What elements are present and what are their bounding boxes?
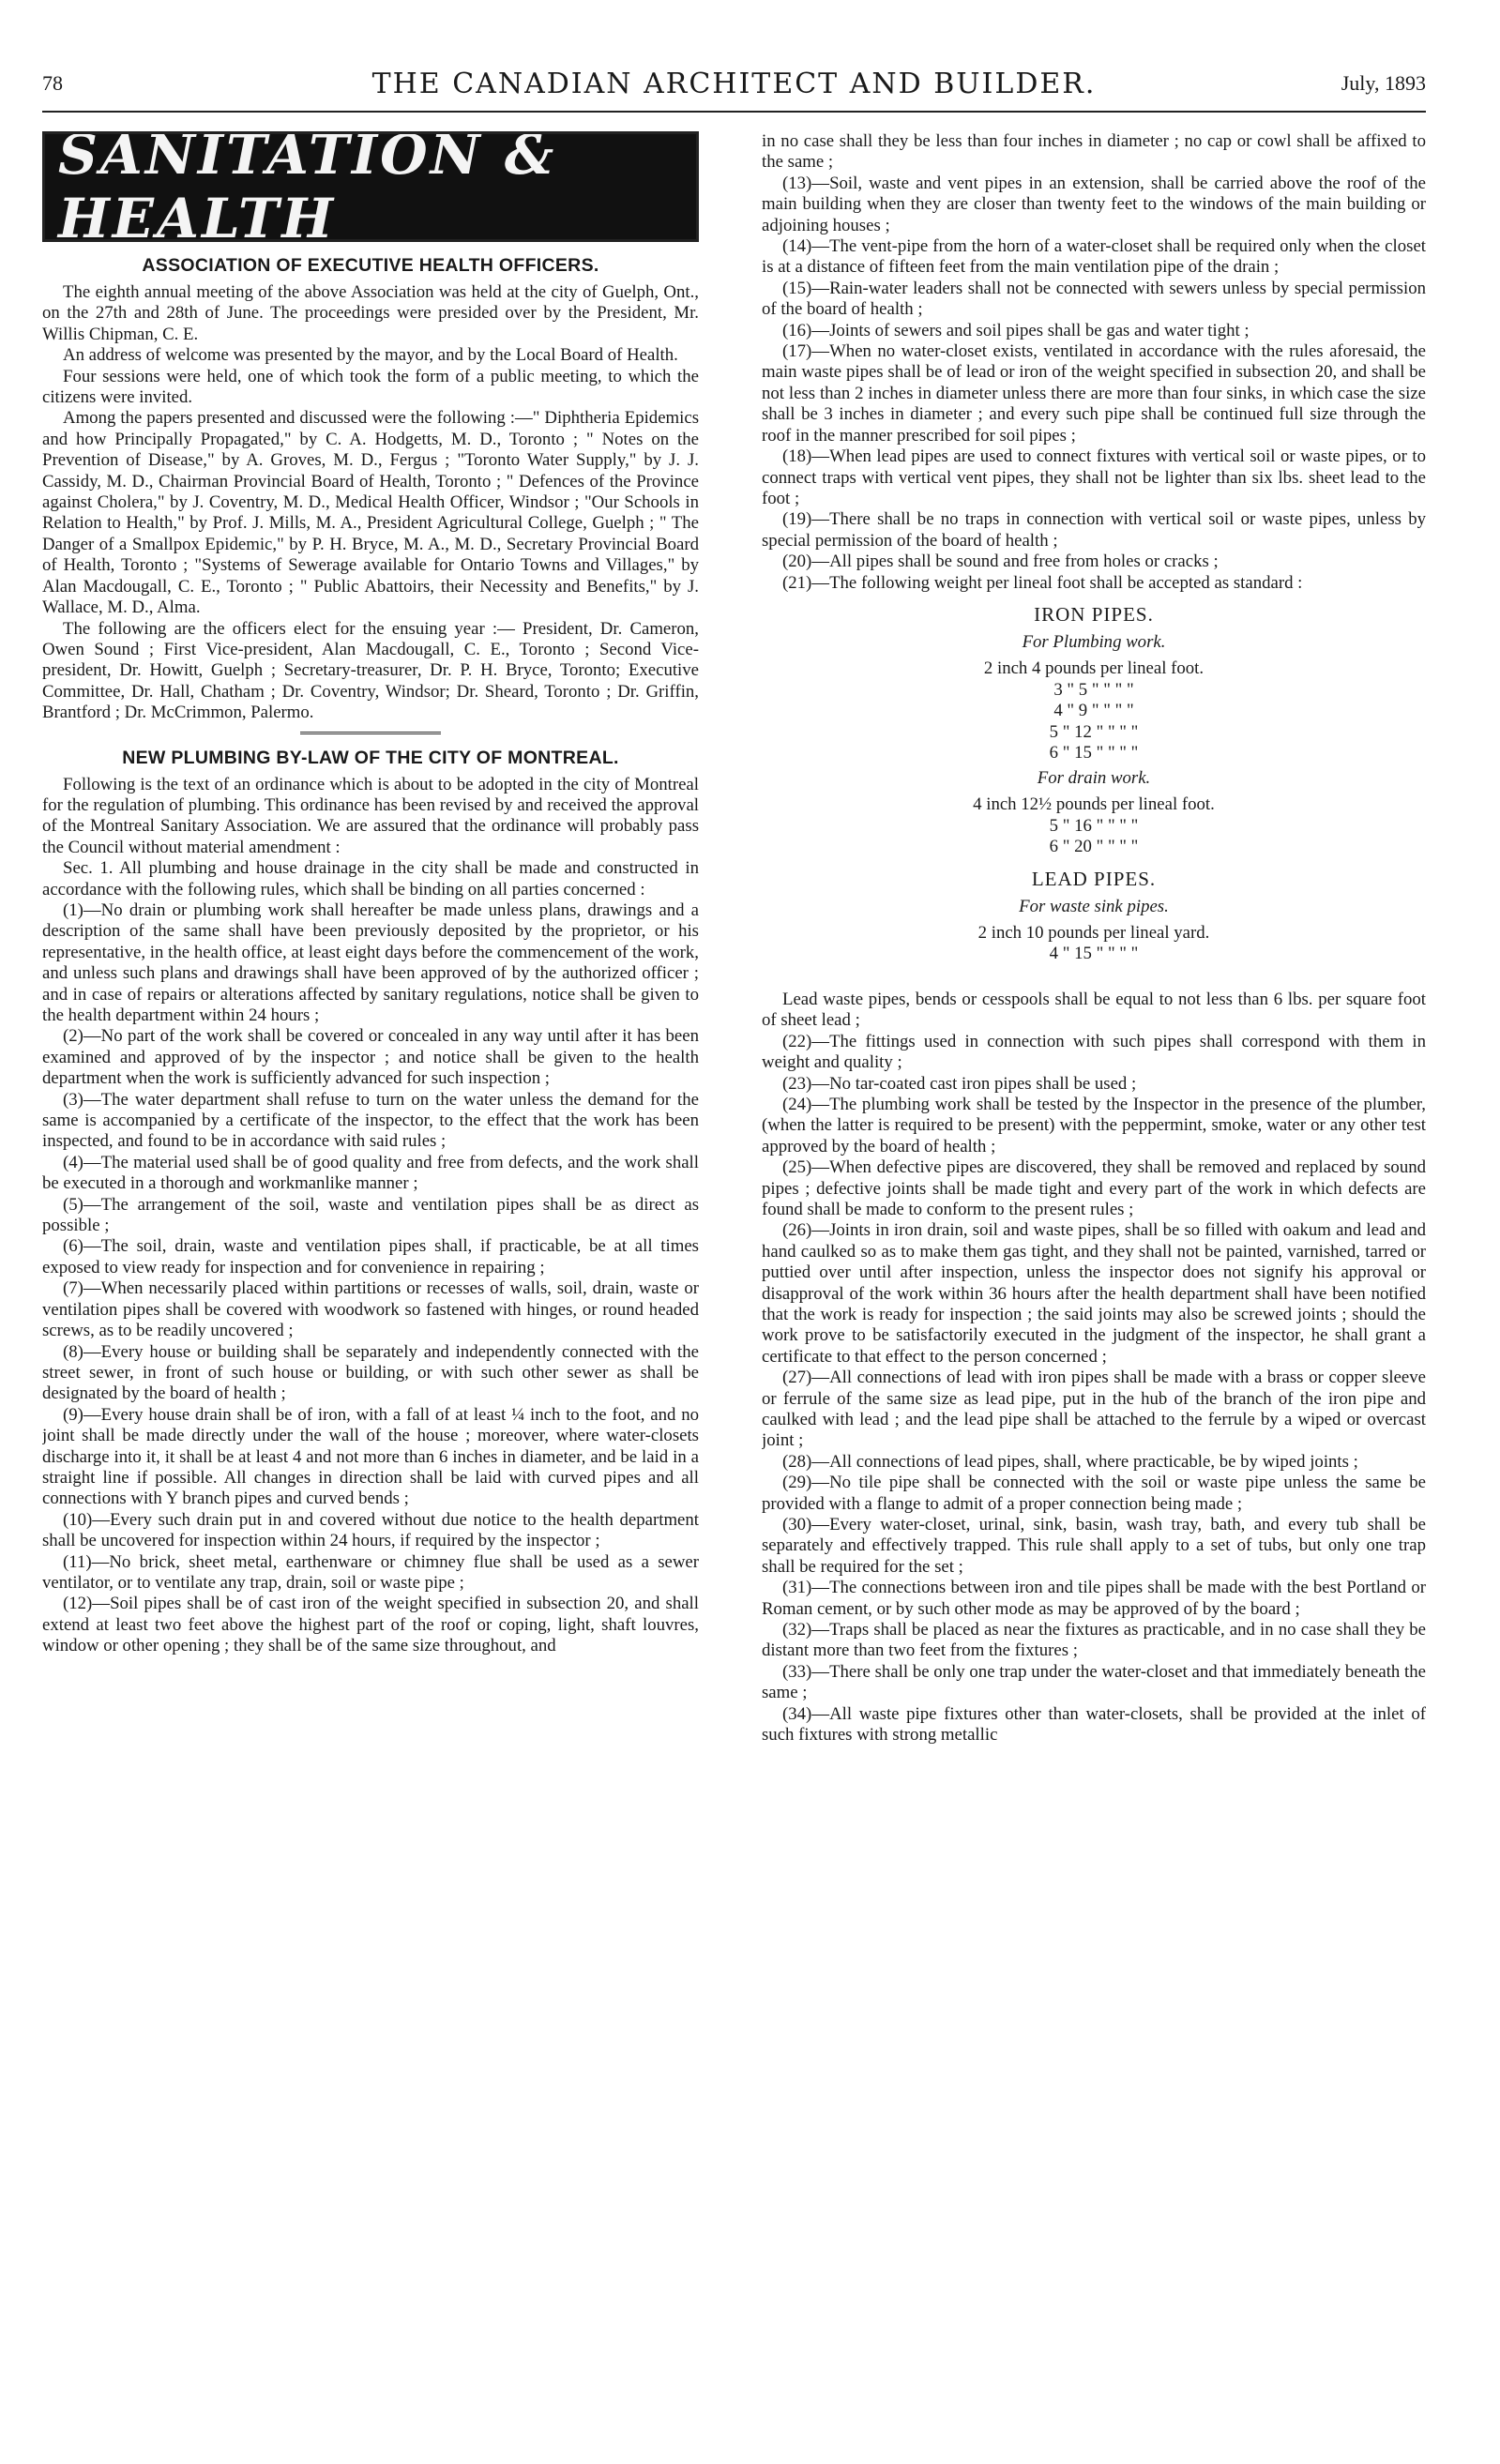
paragraph: (15)—Rain-water leaders shall not be connected with sewers unless by special permission of the board of health ; <box>762 278 1426 320</box>
left-column <box>42 131 699 2420</box>
paragraph: (29)—No tile pipe shall be connected with the soil or waste pipe unless the same be provided with a flange to admit of a proper connection being made ; <box>762 1473 1426 1514</box>
table-row: 4 " 15 " " " " <box>1049 944 1139 964</box>
paragraph: (2)—No part of the work shall be covered or concealed in any way until after it has been examined and approved of by the inspector ; and notice shall be given to the health department when the work is sufficiently advanced for such inspection ; <box>42 1026 699 1089</box>
lead-pipes-heading: LEAD PIPES. <box>1031 867 1157 890</box>
paragraph: (26)—Joints in iron drain, soil and waste pipes, shall be so filled with oakum and lead and hand caulked so as to make them gas tight, and they shall not be painted, varnished, tarred or puttied over until after inspection, unless the inspector does not signify his approval or disapproval of the work within 36 hours after the health department shall have been notified that the work is ready for inspection ; the said joints may also be screwed joints ; should the work prove to be satisfactorily executed in the judgment of the inspector, he shall grant a certificate to that effect to the person concerned ; <box>762 1220 1426 1367</box>
paragraph: (28)—All connections of lead pipes, shall, where practicable, be by wiped joints ; <box>782 1451 1358 1472</box>
paragraph: Sec. 1. All plumbing and house drainage in the city shall be made and constructed in accordance with the following rules, which shall be binding on all parties concerned : <box>42 858 699 899</box>
paragraph: Among the papers presented and discussed were the following :—" Diphtheria Epidemics and how Principally Propagated," by C. A. Hodgetts, M. D., Toronto ; " Notes on the Prevention of Disease," by A. Groves, M. D., Fergus ; "Toronto Water Supply," by J. J. Cassidy, M. D., Chairman Provincial Board of Health, Toronto ; " Defences of the Province against Cholera," by J. Coventry, M. D., Medical Health Officer, Windsor ; "Our Schools in Relation to Health," by Prof. J. Mills, M. A., President Agricultural College, Guelph ; " The Danger of a Smallpox Epidemic," by P. H. Bryce, M. A., M. D., Secretary Provincial Board of Health, Toronto ; "Systems of Sewerage available for Ontario Towns and Villages," by Alan Macdougall, C. E., Toronto ; " Public Abattoirs, their Necessity and Benefits," by J. Wallace, M. D., Alma. <box>42 408 699 618</box>
lead-pipes-table <box>762 868 1426 965</box>
paragraph: (22)—The fittings used in connection with such pipes shall correspond with them in weight and quality ; <box>762 1031 1426 1073</box>
paragraph: (32)—Traps shall be placed as near the fixtures as practicable, and in no case shall they be distant more than two feet from the fixtures ; <box>762 1620 1426 1661</box>
table-row: 6 " 15 " " " " <box>1049 743 1139 763</box>
paragraph: (5)—The arrangement of the soil, waste and ventilation pipes shall be as direct as possible ; <box>42 1194 699 1236</box>
paragraph: (24)—The plumbing work shall be tested by the Inspector in the presence of the plumber, (when the latter is required to be present) with the peppermint, smoke, water or any other test approved by the board of health ; <box>762 1094 1426 1156</box>
paragraph: (30)—Every water-closet, urinal, sink, basin, wash tray, bath, and every tub shall be separately and effectively trapped. This rule shall apply to a set of tubs, but only one trap shall be required for the set ; <box>762 1515 1426 1577</box>
paragraph: Following is the text of an ordinance which is about to be adopted in the city of Montreal for the regulation of plumbing. This ordinance has been revised by and received the approval of the Montreal Sanitary Association. We are assured that the ordinance will probably pass the Council without material amendment : <box>42 774 699 857</box>
table-row: 4 " 9 " " " " <box>1053 701 1134 721</box>
article-divider <box>300 732 441 734</box>
paragraph: (23)—No tar-coated cast iron pipes shall be used ; <box>782 1073 1137 1094</box>
paragraph: (33)—There shall be only one trap under the water-closet and that immediately beneath the same ; <box>762 1661 1426 1703</box>
paragraph: (25)—When defective pipes are discovered, they shall be removed and replaced by sound pipes ; defective joints shall be made tight and every part of the work in which defects are found shall be made to conform to the present rules ; <box>762 1157 1426 1219</box>
paragraph: (18)—When lead pipes are used to connect fixtures with vertical soil or waste pipes, or to connect traps with vertical vent pipes, they shall not be lighter than six lbs. sheet lead to the foot ; <box>762 446 1426 508</box>
table-row: 4 inch 12½ pounds per lineal foot. <box>973 794 1215 814</box>
banner-title: SANITATION & HEALTH <box>45 131 696 242</box>
paragraph: The eighth annual meeting of the above Association was held at the city of Guelph, Ont., on the 27th and 28th of June. The proceedings were presided over by the President, Mr. Willis Chipman, C. E. <box>42 282 699 344</box>
journal-title: THE CANADIAN ARCHITECT AND BUILDER. <box>371 68 1097 100</box>
paragraph: (16)—Joints of sewers and soil pipes shall be gas and water tight ; <box>782 320 1250 340</box>
article2-title: NEW PLUMBING BY-LAW OF THE CITY OF MONTREAL. <box>122 747 619 768</box>
header-rule <box>42 111 1426 113</box>
paragraph: (20)—All pipes shall be sound and free from holes or cracks ; <box>782 552 1219 572</box>
paragraph: Lead waste pipes, bends or cesspools shall be equal to not less than 6 lbs. per square foot of sheet lead ; <box>762 989 1426 1031</box>
table-row: 5 " 16 " " " " <box>1049 815 1139 836</box>
paragraph: (21)—The following weight per lineal foot shall be accepted as standard : <box>782 572 1303 593</box>
paragraph: (6)—The soil, drain, waste and ventilation pipes shall, if practicable, be at all times exposed to view ready for inspection and for convenience in repairing ; <box>42 1236 699 1277</box>
paragraph: (27)—All connections of lead with iron pipes shall be made with a brass or copper sleeve or ferrule of the same size as lead pipe, put in the hub of the branch of the iron pipe and caulked with lead ; and the lead pipe shall be attached to the ferrule by a wiped or overcast joint ; <box>762 1368 1426 1451</box>
paragraph: (13)—Soil, waste and vent pipes in an extension, shall be carried above the roof of the main building when they are closer than twenty feet to the windows of the main building or adjoining houses ; <box>762 173 1426 235</box>
right-column <box>762 131 1426 2420</box>
paragraph: (31)—The connections between iron and tile pipes shall be made with the best Portland or Roman cement, or by such other mode as may be approved of by the board ; <box>762 1578 1426 1619</box>
paragraph: in no case shall they be less than four inches in diameter ; no cap or cowl shall be affixed to the same ; <box>762 131 1426 173</box>
paragraph: The following are the officers elect for the ensuing year :— President, Dr. Cameron, Owen Sound ; First Vice-president, Alan Macdougall, C. E., Toronto ; Second Vice-president, Dr. Howitt, Guelph ; Secretary-treasurer, Dr. P. H. Bryce, Toronto; Executive Committee, Dr. Hall, Chatham ; Dr. Coventry, Windsor; Dr. Sheard, Toronto ; Dr. Griffin, Brantford ; Dr. McCrimmon, Palermo. <box>42 618 699 723</box>
page-number: 78 <box>42 71 63 95</box>
article1-body <box>42 282 699 724</box>
paragraph: (7)—When necessarily placed within partitions or recesses of walls, soil, drain, waste or ventilation pipes shall be covered with woodwork so fastened with hinges, or round headed screws, as to be readily uncovered ; <box>42 1278 699 1341</box>
paragraph: (14)—The vent-pipe from the horn of a water-closet shall be required only when the closet is at a distance of fifteen feet from the main ventilation pipe of the drain ; <box>762 236 1426 278</box>
iron-pipes-table <box>762 603 1426 858</box>
table-row: 5 " 12 " " " " <box>1049 721 1139 742</box>
table-row: 3 " 5 " " " " <box>1053 679 1134 700</box>
plumbing-work-heading: For Plumbing work. <box>1022 631 1166 652</box>
paragraph: (34)—All waste pipe fixtures other than water-closets, shall be provided at the inlet of such fixtures with strong metallic <box>762 1703 1426 1746</box>
drain-work-heading: For drain work. <box>1037 767 1151 788</box>
waste-sink-heading: For waste sink pipes. <box>1019 896 1169 916</box>
paragraph: (17)—When no water-closet exists, ventilated in accordance with the rules aforesaid, the main waste pipes shall be of lead or iron of the weight specified in subsection 20, and shall be not less than 2 inches in diameter unless there are more than four sinks, in which case the size shall be 3 inches in diameter ; and every such pipe shall be continued full size through the roof in the manner prescribed for soil pipes ; <box>762 341 1426 446</box>
paragraph: (12)—Soil pipes shall be of cast iron of the weight specified in subsection 20, and shall extend at least two feet above the highest part of the roof or coping, light, shaft louvres, window or other opening ; they shall be of the same size throughout, and <box>42 1594 699 1656</box>
paragraph: (4)—The material used shall be of good quality and free from defects, and the work shall be executed in a thorough and workmanlike manner ; <box>42 1152 699 1194</box>
paragraph: (1)—No drain or plumbing work shall hereafter be made unless plans, drawings and a description of the same shall have been previously deposited by the proprietor, or his representative, in the health office, at least eight days before the commencement of the work, and unless such plans and drawings shall have been approved of by the authorized officer ; and in case of repairs or alterations affected by sanitary regulations, notice shall be given to the health department within 24 hours ; <box>42 899 699 1025</box>
iron-pipes-heading: IRON PIPES. <box>1034 602 1154 626</box>
table-row: 2 inch 10 pounds per lineal yard. <box>977 922 1210 943</box>
paragraph: (3)—The water department shall refuse to turn on the water unless the demand for the same is accompanied by a certificate of the inspector, to the effect that the work has been inspected, and found to be in accordance with said rules ; <box>42 1089 699 1152</box>
issue-date: July, 1893 <box>1341 71 1426 95</box>
paragraph: (19)—There shall be no traps in connection with vertical soil or waste pipes, unless by special permission of the board of health ; <box>762 509 1426 551</box>
article2-body-left <box>42 775 699 1657</box>
table-row: 2 inch 4 pounds per lineal foot. <box>983 658 1205 678</box>
paragraph: Four sessions were held, one of which took the form of a public meeting, to which the citizens were invited. <box>42 366 699 408</box>
article1-title: ASSOCIATION OF EXECUTIVE HEALTH OFFICERS. <box>142 255 599 276</box>
paragraph: (11)—No brick, sheet metal, earthenware or chimney flue shall be used as a sewer ventilator, or to ventilate any trap, drain, soil or waste pipe ; <box>42 1551 699 1593</box>
table-row: 6 " 20 " " " " <box>1049 837 1139 857</box>
paragraph: (8)—Every house or building shall be separately and independently connected with the street sewer, in front of such house or building, or with such other sewer as shall be designated by the board of health ; <box>42 1341 699 1404</box>
paragraph: (10)—Every such drain put in and covered without due notice to the health department shall be uncovered for inspection within 24 hours, if required by the inspector ; <box>42 1509 699 1551</box>
paragraph: (9)—Every house drain shall be of iron, with a fall of at least ¼ inch to the foot, and no joint shall be made directly under the wall of the house ; moreover, where water-closets discharge into it, it shall be at least 4 and not more than 6 inches in diameter, and be laid in a straight line if possible. All changes in direction shall be laid with curved pipes and all connections with Y branch pipes and curved bends ; <box>42 1404 699 1509</box>
section-banner <box>42 131 699 242</box>
paragraph: An address of welcome was presented by the mayor, and by the Local Board of Health. <box>63 345 678 366</box>
page-header <box>42 68 1426 105</box>
